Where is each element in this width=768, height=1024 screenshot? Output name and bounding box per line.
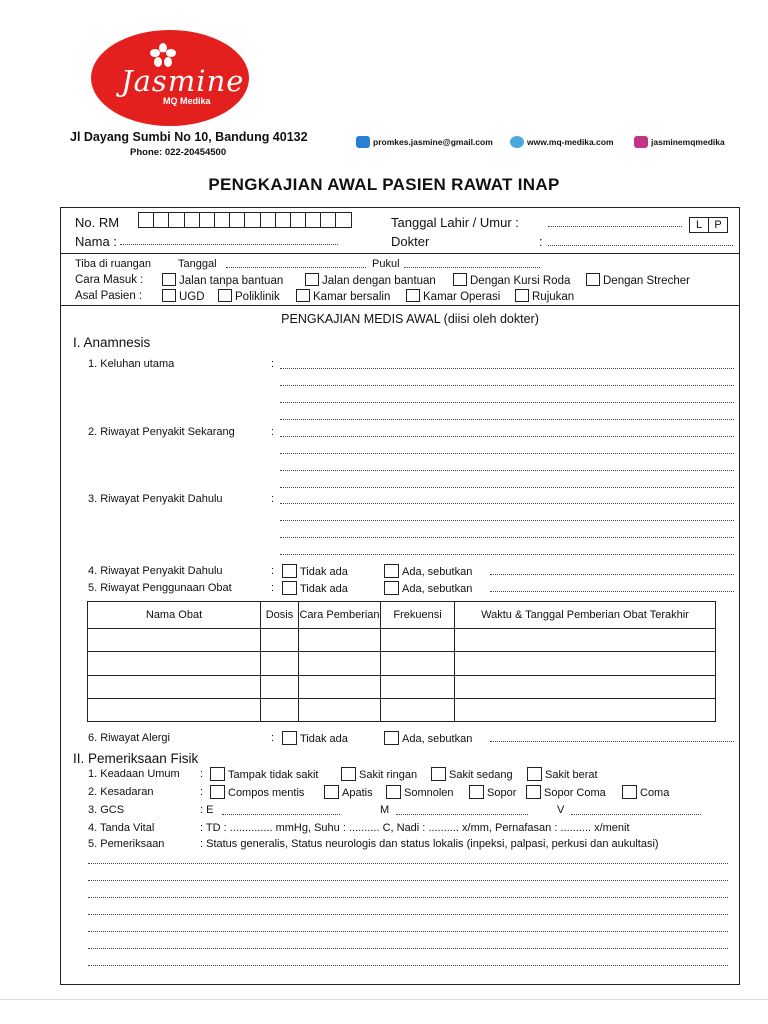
- checkbox[interactable]: [282, 581, 297, 595]
- col-dosis: Dosis: [261, 602, 299, 629]
- rps-line[interactable]: [280, 461, 734, 471]
- phone: Phone: 022-20454500: [130, 147, 227, 158]
- website-text: www.mq-medika.com: [527, 137, 614, 147]
- rpd-line[interactable]: [280, 511, 734, 521]
- dokter-label: Dokter: [391, 234, 430, 249]
- keadaan-option-2[interactable]: Sakit sedang: [431, 767, 513, 781]
- website-contact: [510, 136, 614, 148]
- table-row[interactable]: [88, 629, 716, 652]
- medication-table: [87, 601, 716, 722]
- nama-label: Nama :: [75, 234, 117, 249]
- checkbox[interactable]: [162, 273, 176, 286]
- vital-label: 4. Tanda Vital: [88, 822, 155, 834]
- pemeriksaan-text: : Status generalis, Status neurologis dan status lokalis (inpeksi, palpasi, perkusi dan aukultasi): [200, 838, 659, 850]
- checkbox[interactable]: [526, 785, 541, 799]
- cara-option-1[interactable]: Jalan dengan bantuan: [305, 273, 436, 287]
- checkbox[interactable]: [527, 767, 542, 781]
- kesadaran-option-2[interactable]: Somnolen: [386, 785, 454, 799]
- checkbox[interactable]: [384, 564, 399, 578]
- divider: [61, 305, 739, 306]
- table-row[interactable]: [88, 652, 716, 675]
- keluhan-line[interactable]: [280, 393, 734, 403]
- table-row[interactable]: [88, 675, 716, 698]
- alergi-colon: :: [271, 732, 275, 744]
- keluhan-line[interactable]: [280, 376, 734, 386]
- instagram-icon: [634, 136, 648, 148]
- rpd-line[interactable]: [280, 494, 734, 504]
- email-text: promkes.jasmine@gmail.com: [373, 137, 493, 147]
- obat-colon: :: [271, 582, 275, 594]
- kesadaran-option-1[interactable]: Apatis: [324, 785, 373, 799]
- logo-text: Jasmine: [121, 64, 245, 98]
- checkbox[interactable]: [586, 273, 600, 286]
- divider: [61, 253, 739, 254]
- globe-icon: [510, 136, 524, 148]
- alergi-label: 6. Riwayat Alergi: [88, 732, 170, 744]
- rpd-label: 3. Riwayat Penyakit Dahulu: [88, 493, 223, 505]
- email-contact: [356, 136, 493, 148]
- pukul-label: Pukul: [372, 258, 400, 270]
- rpd2-field[interactable]: [490, 565, 734, 575]
- cara-option-3[interactable]: Dengan Strecher: [586, 273, 690, 287]
- asal-pasien-label: Asal Pasien :: [75, 290, 143, 302]
- obat-tidak-ada[interactable]: Tidak ada: [282, 581, 348, 595]
- gcs-v-label: V: [557, 804, 565, 816]
- checkbox[interactable]: [296, 289, 310, 302]
- keadaan-option-0[interactable]: Tampak tidak sakit: [210, 767, 318, 781]
- kesadaran-option-3[interactable]: Sopor: [469, 785, 516, 799]
- rpd-colon: :: [271, 493, 275, 505]
- gcs-v-field[interactable]: [571, 805, 701, 815]
- checkbox[interactable]: [622, 785, 637, 799]
- page-edge: [0, 999, 768, 1000]
- alergi-field[interactable]: [490, 732, 734, 742]
- asal-option-1[interactable]: Poliklinik: [218, 289, 280, 303]
- dokter-colon: :: [539, 234, 543, 249]
- rpd-line[interactable]: [280, 545, 734, 555]
- checkbox[interactable]: [453, 273, 467, 286]
- checkbox[interactable]: [324, 785, 339, 799]
- asal-option-2[interactable]: Kamar bersalin: [296, 289, 390, 303]
- rpd-line[interactable]: [280, 528, 734, 538]
- checkbox[interactable]: [162, 289, 176, 302]
- keadaan-option-1[interactable]: Sakit ringan: [341, 767, 417, 781]
- gender-boxes[interactable]: [690, 217, 728, 233]
- tgl-lahir-field[interactable]: [548, 217, 682, 227]
- email-icon: [356, 136, 370, 148]
- medis-heading: PENGKAJIAN MEDIS AWAL (diisi oleh dokter): [281, 312, 539, 326]
- dokter-field[interactable]: [548, 236, 733, 246]
- table-row[interactable]: [88, 698, 716, 721]
- col-cara: Cara Pemberian: [299, 602, 381, 629]
- obat-label: 5. Riwayat Penggunaan Obat: [88, 582, 232, 594]
- tanggal-label: Tanggal: [178, 258, 217, 270]
- rps-line[interactable]: [280, 444, 734, 454]
- pemeriksaan-line[interactable]: [88, 854, 728, 864]
- rpd2-label: 4. Riwayat Penyakit Dahulu: [88, 565, 223, 577]
- obat-ada[interactable]: Ada, sebutkan: [384, 581, 472, 595]
- checkbox[interactable]: [406, 289, 420, 302]
- keadaan-option-3[interactable]: Sakit berat: [527, 767, 598, 781]
- pemeriksaan-line[interactable]: [88, 922, 728, 932]
- checkbox[interactable]: [431, 767, 446, 781]
- col-nama-obat: Nama Obat: [88, 602, 261, 629]
- anamnesis-heading: I. Anamnesis: [73, 335, 151, 350]
- pemeriksaan-line[interactable]: [88, 871, 728, 881]
- alergi-tidak-ada[interactable]: Tidak ada: [282, 731, 348, 745]
- checkbox[interactable]: [218, 289, 232, 302]
- kesadaran-option-5[interactable]: Coma: [622, 785, 669, 799]
- fisik-heading: II. Pemeriksaan Fisik: [73, 751, 199, 766]
- asal-option-4[interactable]: Rujukan: [515, 289, 574, 303]
- instagram-contact: [634, 136, 725, 148]
- gcs-label: 3. GCS: [88, 804, 125, 816]
- rps-line[interactable]: [280, 478, 734, 488]
- gcs-e-label: : E: [200, 804, 214, 816]
- tiba-label: Tiba di ruangan: [75, 258, 152, 270]
- gender-l[interactable]: L: [689, 217, 709, 233]
- pemeriksaan-line[interactable]: [88, 956, 728, 966]
- checkbox[interactable]: [305, 273, 319, 286]
- keluhan-line[interactable]: [280, 359, 734, 369]
- rpd2-tidak-ada[interactable]: Tidak ada: [282, 564, 348, 578]
- logo: [91, 30, 249, 126]
- keluhan-colon: :: [271, 358, 275, 370]
- pemeriksaan-label: 5. Pemeriksaan: [88, 838, 165, 850]
- alergi-ada[interactable]: Ada, sebutkan: [384, 731, 472, 745]
- asal-option-3[interactable]: Kamar Operasi: [406, 289, 500, 303]
- kesadaran-label: 2. Kesadaran: [88, 786, 154, 798]
- no-rm-label: No. RM: [75, 215, 120, 230]
- rpd2-colon: :: [271, 565, 275, 577]
- tanggal-field[interactable]: [226, 258, 366, 268]
- vital-text[interactable]: : TD : .............. mmHg, Suhu : .......... C, Nadi : .......... x/mm, Pernafasan : .......... x/menit: [200, 822, 630, 834]
- gcs-m-label: M: [380, 804, 390, 816]
- checkbox[interactable]: [384, 581, 399, 595]
- kesadaran-option-0[interactable]: Compos mentis: [210, 785, 304, 799]
- form-title: PENGKAJIAN AWAL PASIEN RAWAT INAP: [208, 175, 560, 194]
- rps-colon: :: [271, 426, 275, 438]
- cara-option-2[interactable]: Dengan Kursi Roda: [453, 273, 570, 287]
- gcs-m-field[interactable]: [396, 805, 528, 815]
- gcs-e-field[interactable]: [222, 805, 340, 815]
- checkbox[interactable]: [282, 731, 297, 745]
- checkbox[interactable]: [384, 731, 399, 745]
- col-waktu: Waktu & Tanggal Pemberian Obat Terakhir: [455, 602, 716, 629]
- keluhan-line[interactable]: [280, 410, 734, 420]
- keadaan-label: 1. Keadaan Umum: [88, 768, 180, 780]
- asal-option-0[interactable]: UGD: [162, 289, 205, 303]
- tgl-lahir-label: Tanggal Lahir / Umur :: [391, 215, 519, 230]
- checkbox[interactable]: [386, 785, 401, 799]
- pemeriksaan-line[interactable]: [88, 888, 728, 898]
- gender-p[interactable]: P: [708, 217, 728, 233]
- logo-subtext: MQ Medika: [163, 96, 211, 106]
- keluhan-label: 1. Keluhan utama: [88, 358, 175, 370]
- address: Jl Dayang Sumbi No 10, Bandung 40132: [70, 130, 308, 144]
- checkbox[interactable]: [282, 564, 297, 578]
- pukul-field[interactable]: [404, 258, 540, 268]
- checkbox[interactable]: [341, 767, 356, 781]
- obat-field[interactable]: [490, 582, 734, 592]
- no-rm-boxes[interactable]: [139, 212, 352, 228]
- pemeriksaan-line[interactable]: [88, 939, 728, 949]
- col-frekuensi: Frekuensi: [381, 602, 455, 629]
- rps-line[interactable]: [280, 427, 734, 437]
- rps-label: 2. Riwayat Penyakit Sekarang: [88, 426, 235, 438]
- checkbox[interactable]: [210, 767, 225, 781]
- checkbox[interactable]: [515, 289, 529, 302]
- cara-option-0[interactable]: Jalan tanpa bantuan: [162, 273, 283, 287]
- nama-field[interactable]: [120, 235, 338, 245]
- rpd2-ada[interactable]: Ada, sebutkan: [384, 564, 472, 578]
- pemeriksaan-line[interactable]: [88, 905, 728, 915]
- kesadaran-option-4[interactable]: Sopor Coma: [526, 785, 606, 799]
- instagram-text: jasminemqmedika: [651, 137, 725, 147]
- checkbox[interactable]: [469, 785, 484, 799]
- cara-masuk-label: Cara Masuk :: [75, 274, 144, 286]
- keadaan-colon: :: [200, 768, 204, 780]
- kesadaran-colon: :: [200, 786, 204, 798]
- checkbox[interactable]: [210, 785, 225, 799]
